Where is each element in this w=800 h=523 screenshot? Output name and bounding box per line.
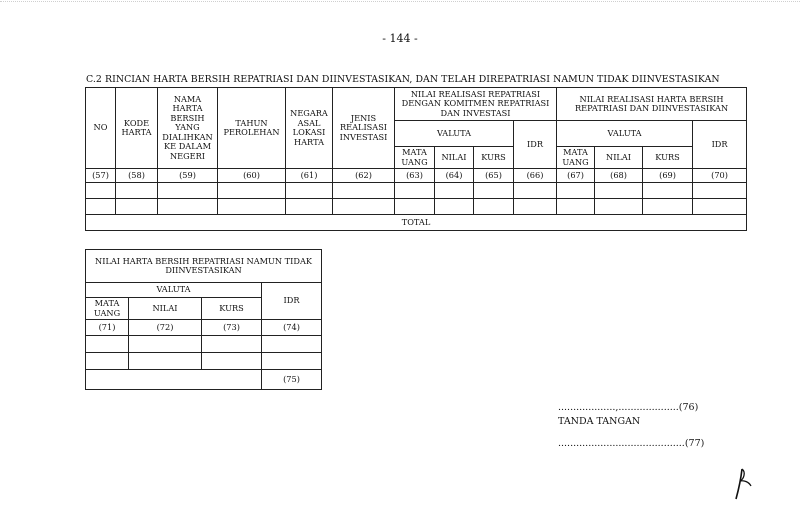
code-cell: (71) bbox=[86, 320, 129, 336]
empty-cell[interactable] bbox=[86, 183, 116, 199]
table-row bbox=[86, 353, 322, 370]
code-cell: (59) bbox=[158, 169, 218, 183]
empty-cell[interactable] bbox=[514, 183, 557, 199]
page-number: - 144 - bbox=[382, 32, 418, 45]
table-row bbox=[86, 199, 747, 215]
header-valuta-1: VALUTA bbox=[395, 121, 514, 147]
empty-cell[interactable] bbox=[435, 183, 474, 199]
code-cell: (66) bbox=[514, 169, 557, 183]
empty-cell[interactable] bbox=[86, 336, 129, 353]
empty-cell[interactable] bbox=[557, 199, 595, 215]
sub-total-blank bbox=[86, 370, 262, 390]
sub-code-row bbox=[86, 320, 322, 336]
empty-cell[interactable] bbox=[693, 199, 747, 215]
header-jenis-realisasi: JENIS REALISASI INVESTASI bbox=[333, 88, 395, 169]
table-row bbox=[86, 183, 747, 199]
total-label: TOTAL bbox=[86, 215, 747, 231]
initial-paraf-icon bbox=[730, 466, 756, 502]
sub-header-kurs: KURS bbox=[202, 298, 262, 320]
empty-cell[interactable] bbox=[286, 199, 333, 215]
header-idr-1: IDR bbox=[514, 121, 557, 169]
code-cell: (60) bbox=[218, 169, 286, 183]
section-title: C.2 RINCIAN HARTA BERSIH REPATRIASI DAN DIINVESTASIKAN, DAN TELAH DIREPATRIASI NAMUN TIDAK DIINVESTASIKAN bbox=[86, 74, 720, 85]
header-kurs-1: KURS bbox=[474, 147, 514, 169]
empty-cell[interactable] bbox=[129, 336, 202, 353]
table-row bbox=[86, 336, 322, 353]
code-row bbox=[86, 169, 747, 183]
sub-table-title: NILAI HARTA BERSIH REPATRIASI NAMUN TIDAK DIINVESTASIKAN bbox=[86, 250, 322, 283]
header-nilai-2: NILAI bbox=[595, 147, 643, 169]
code-cell: (62) bbox=[333, 169, 395, 183]
header-kurs-2: KURS bbox=[643, 147, 693, 169]
empty-cell[interactable] bbox=[474, 199, 514, 215]
code-cell: (61) bbox=[286, 169, 333, 183]
empty-cell[interactable] bbox=[395, 183, 435, 199]
empty-cell[interactable] bbox=[158, 183, 218, 199]
empty-cell[interactable] bbox=[395, 199, 435, 215]
code-cell: (63) bbox=[395, 169, 435, 183]
empty-cell[interactable] bbox=[286, 183, 333, 199]
code-cell: (74) bbox=[262, 320, 322, 336]
header-nilai-1: NILAI bbox=[435, 147, 474, 169]
signature-place-date: ...................,....................(76) bbox=[558, 402, 699, 413]
empty-cell[interactable] bbox=[158, 199, 218, 215]
header-tahun-perolehan: TAHUN PEROLEHAN bbox=[218, 88, 286, 169]
sub-header-mata-uang: MATA UANG bbox=[86, 298, 129, 320]
signature-label: TANDA TANGAN bbox=[558, 416, 641, 427]
empty-cell[interactable] bbox=[435, 199, 474, 215]
header-nama-harta: NAMA HARTA BERSIH YANG DIALIHKAN KE DALAM NEGERI bbox=[158, 88, 218, 169]
header-idr-2: IDR bbox=[693, 121, 747, 169]
header-mata-uang-2: MATA UANG bbox=[557, 147, 595, 169]
empty-cell[interactable] bbox=[218, 183, 286, 199]
empty-cell[interactable] bbox=[129, 353, 202, 370]
header-valuta-2: VALUTA bbox=[557, 121, 693, 147]
code-cell: (72) bbox=[129, 320, 202, 336]
code-cell: (67) bbox=[557, 169, 595, 183]
empty-cell[interactable] bbox=[218, 199, 286, 215]
empty-cell[interactable] bbox=[514, 199, 557, 215]
empty-cell[interactable] bbox=[86, 199, 116, 215]
empty-cell[interactable] bbox=[202, 353, 262, 370]
empty-cell[interactable] bbox=[116, 199, 158, 215]
code-cell: (64) bbox=[435, 169, 474, 183]
header-group-repatriasi-komitmen: NILAI REALISASI REPATRIASI DENGAN KOMITMEN REPATRIASI DAN INVESTASI bbox=[395, 88, 557, 121]
empty-cell[interactable] bbox=[557, 183, 595, 199]
header-mata-uang-1: MATA UANG bbox=[395, 147, 435, 169]
sub-header-nilai: NILAI bbox=[129, 298, 202, 320]
code-cell: (68) bbox=[595, 169, 643, 183]
code-cell: (58) bbox=[116, 169, 158, 183]
sub-total-row bbox=[86, 370, 322, 390]
header-group-harta-diinvestasikan: NILAI REALISASI HARTA BERSIH REPATRIASI DAN DIINVESTASIKAN bbox=[557, 88, 747, 121]
empty-cell[interactable] bbox=[333, 199, 395, 215]
code-cell: (65) bbox=[474, 169, 514, 183]
empty-cell[interactable] bbox=[262, 336, 322, 353]
empty-cell[interactable] bbox=[595, 183, 643, 199]
empty-cell[interactable] bbox=[333, 183, 395, 199]
header-no: NO bbox=[86, 88, 116, 169]
empty-cell[interactable] bbox=[693, 183, 747, 199]
empty-cell[interactable] bbox=[643, 183, 693, 199]
sub-header-valuta: VALUTA bbox=[86, 283, 262, 298]
empty-cell[interactable] bbox=[595, 199, 643, 215]
code-cell: (57) bbox=[86, 169, 116, 183]
empty-cell[interactable] bbox=[202, 336, 262, 353]
header-kode-harta: KODE HARTA bbox=[116, 88, 158, 169]
empty-cell[interactable] bbox=[262, 353, 322, 370]
signature-name-line: ..........................................(77) bbox=[558, 438, 705, 449]
header-negara-asal: NEGARA ASAL LOKASI HARTA bbox=[286, 88, 333, 169]
repatriation-detail-table bbox=[85, 87, 747, 231]
empty-cell[interactable] bbox=[86, 353, 129, 370]
repatriation-not-invested-table bbox=[85, 249, 322, 390]
empty-cell[interactable] bbox=[643, 199, 693, 215]
total-row bbox=[86, 215, 747, 231]
code-cell: (69) bbox=[643, 169, 693, 183]
empty-cell[interactable] bbox=[116, 183, 158, 199]
code-cell: (73) bbox=[202, 320, 262, 336]
sub-total-code: (75) bbox=[262, 370, 322, 390]
code-cell: (70) bbox=[693, 169, 747, 183]
empty-cell[interactable] bbox=[474, 183, 514, 199]
sub-header-idr: IDR bbox=[262, 283, 322, 320]
